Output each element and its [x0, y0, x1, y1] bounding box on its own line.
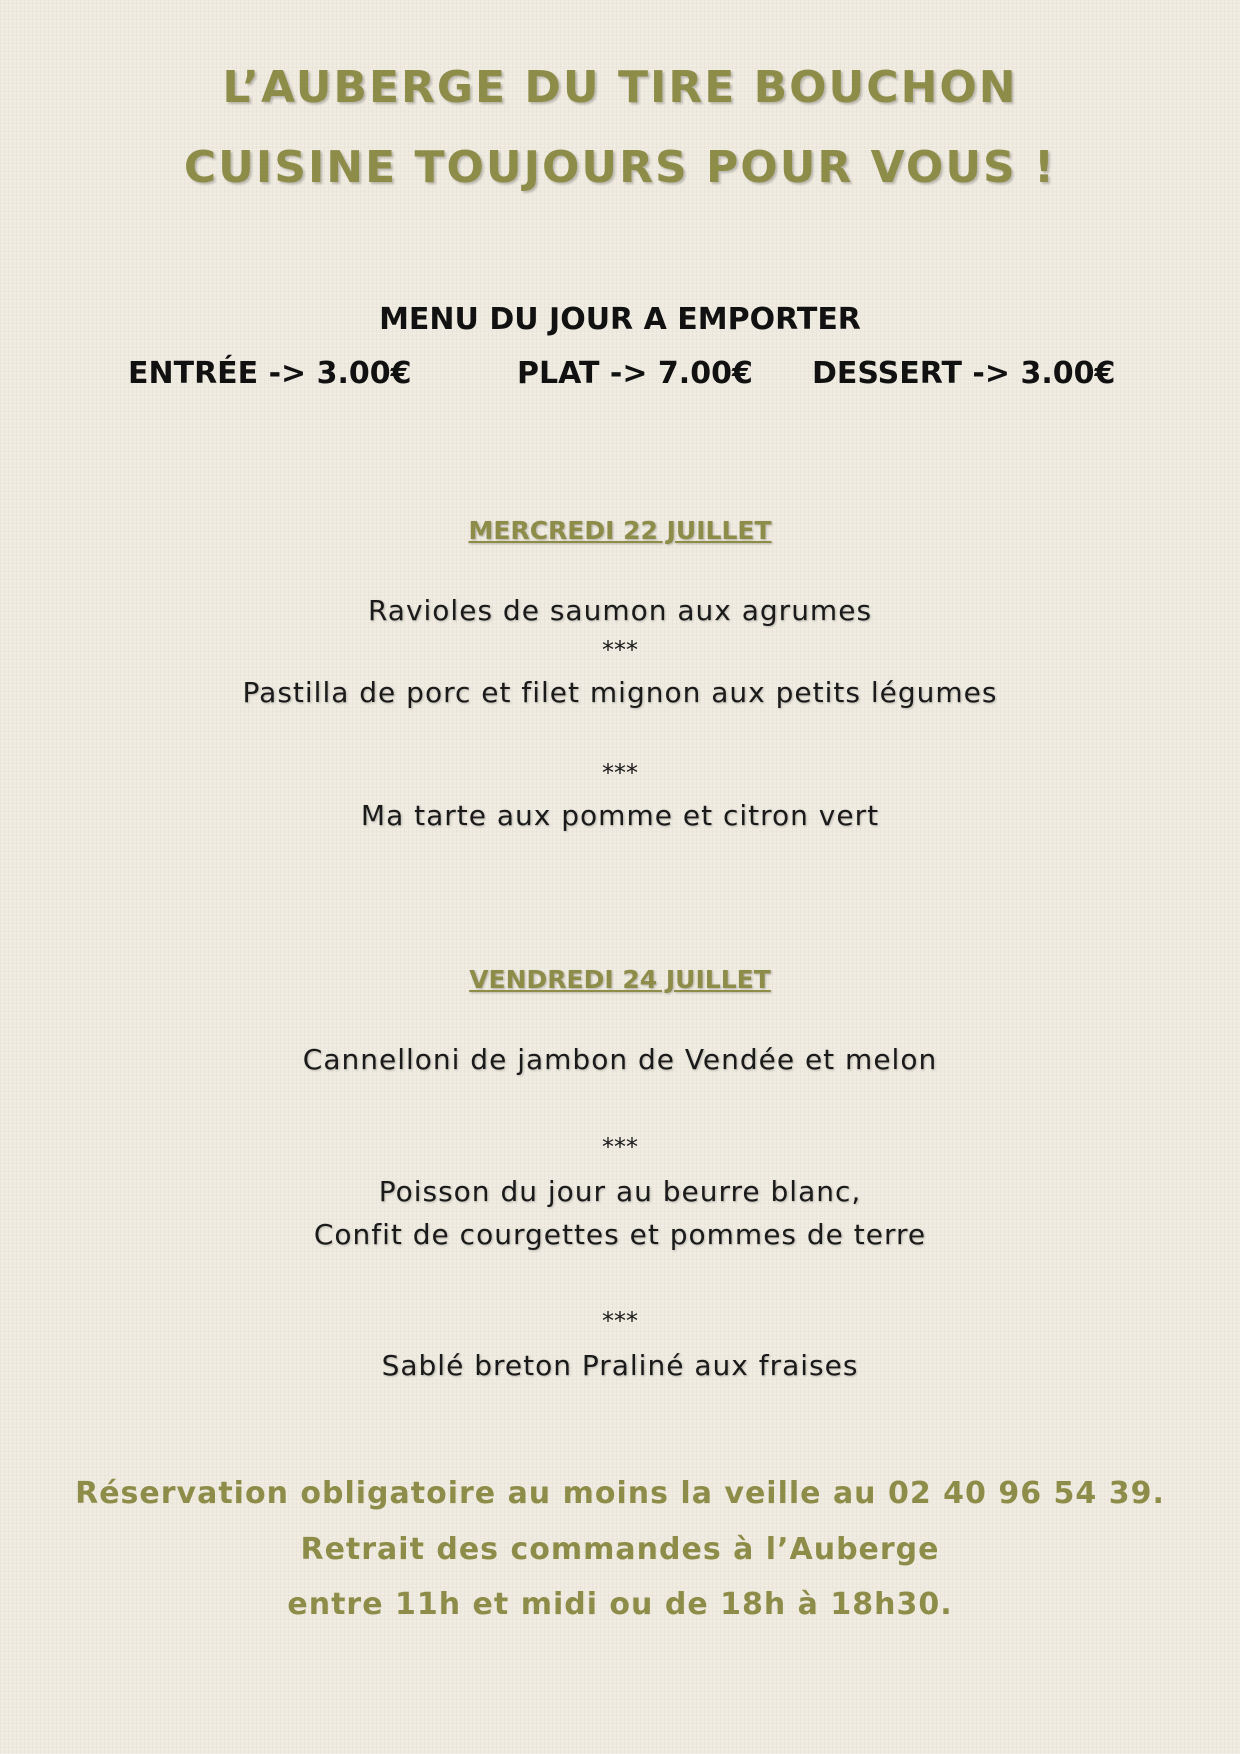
dish-line: Ma tarte aux pomme et citron vert [360, 799, 880, 832]
title-line-1: L’AUBERGE DU TIRE BOUCHON [222, 62, 1018, 113]
dish-line: Cannelloni de jambon de Vendée et melon [302, 1043, 938, 1076]
dish-line: Ravioles de saumon aux agrumes [367, 594, 873, 627]
dish-separator: *** [602, 1307, 638, 1335]
dish-line: Confit de courgettes et pommes de terre [313, 1218, 927, 1251]
dish-separator: *** [602, 759, 638, 787]
menu-heading: MENU DU JOUR A EMPORTER [379, 302, 861, 337]
dish-separator: *** [602, 1133, 638, 1161]
dish-line: Pastilla de porc et filet mignon aux petits légumes [242, 676, 998, 709]
reservation-note: Réservation obligatoire au moins la veille au 02 40 96 54 39. [75, 1476, 1165, 1511]
day-heading-vendredi: VENDREDI 24 JUILLET [469, 965, 771, 994]
dessert-price: DESSERT -> 3.00€ [812, 356, 1116, 391]
pickup-hours: entre 11h et midi ou de 18h à 18h30. [287, 1587, 953, 1622]
dish-line: Sablé breton Praliné aux fraises [381, 1349, 859, 1382]
day-heading-mercredi: MERCREDI 22 JUILLET [468, 516, 772, 545]
dish-line: Poisson du jour au beurre blanc, [378, 1175, 862, 1208]
price-list [0, 356, 1240, 396]
plat-price: PLAT -> 7.00€ [517, 356, 753, 391]
dish-separator: *** [602, 636, 638, 664]
title-line-2: CUISINE TOUJOURS POUR VOUS ! [183, 142, 1057, 193]
pickup-note: Retrait des commandes à l’Auberge [300, 1532, 940, 1567]
entree-price: ENTRÉE -> 3.00€ [128, 356, 412, 391]
